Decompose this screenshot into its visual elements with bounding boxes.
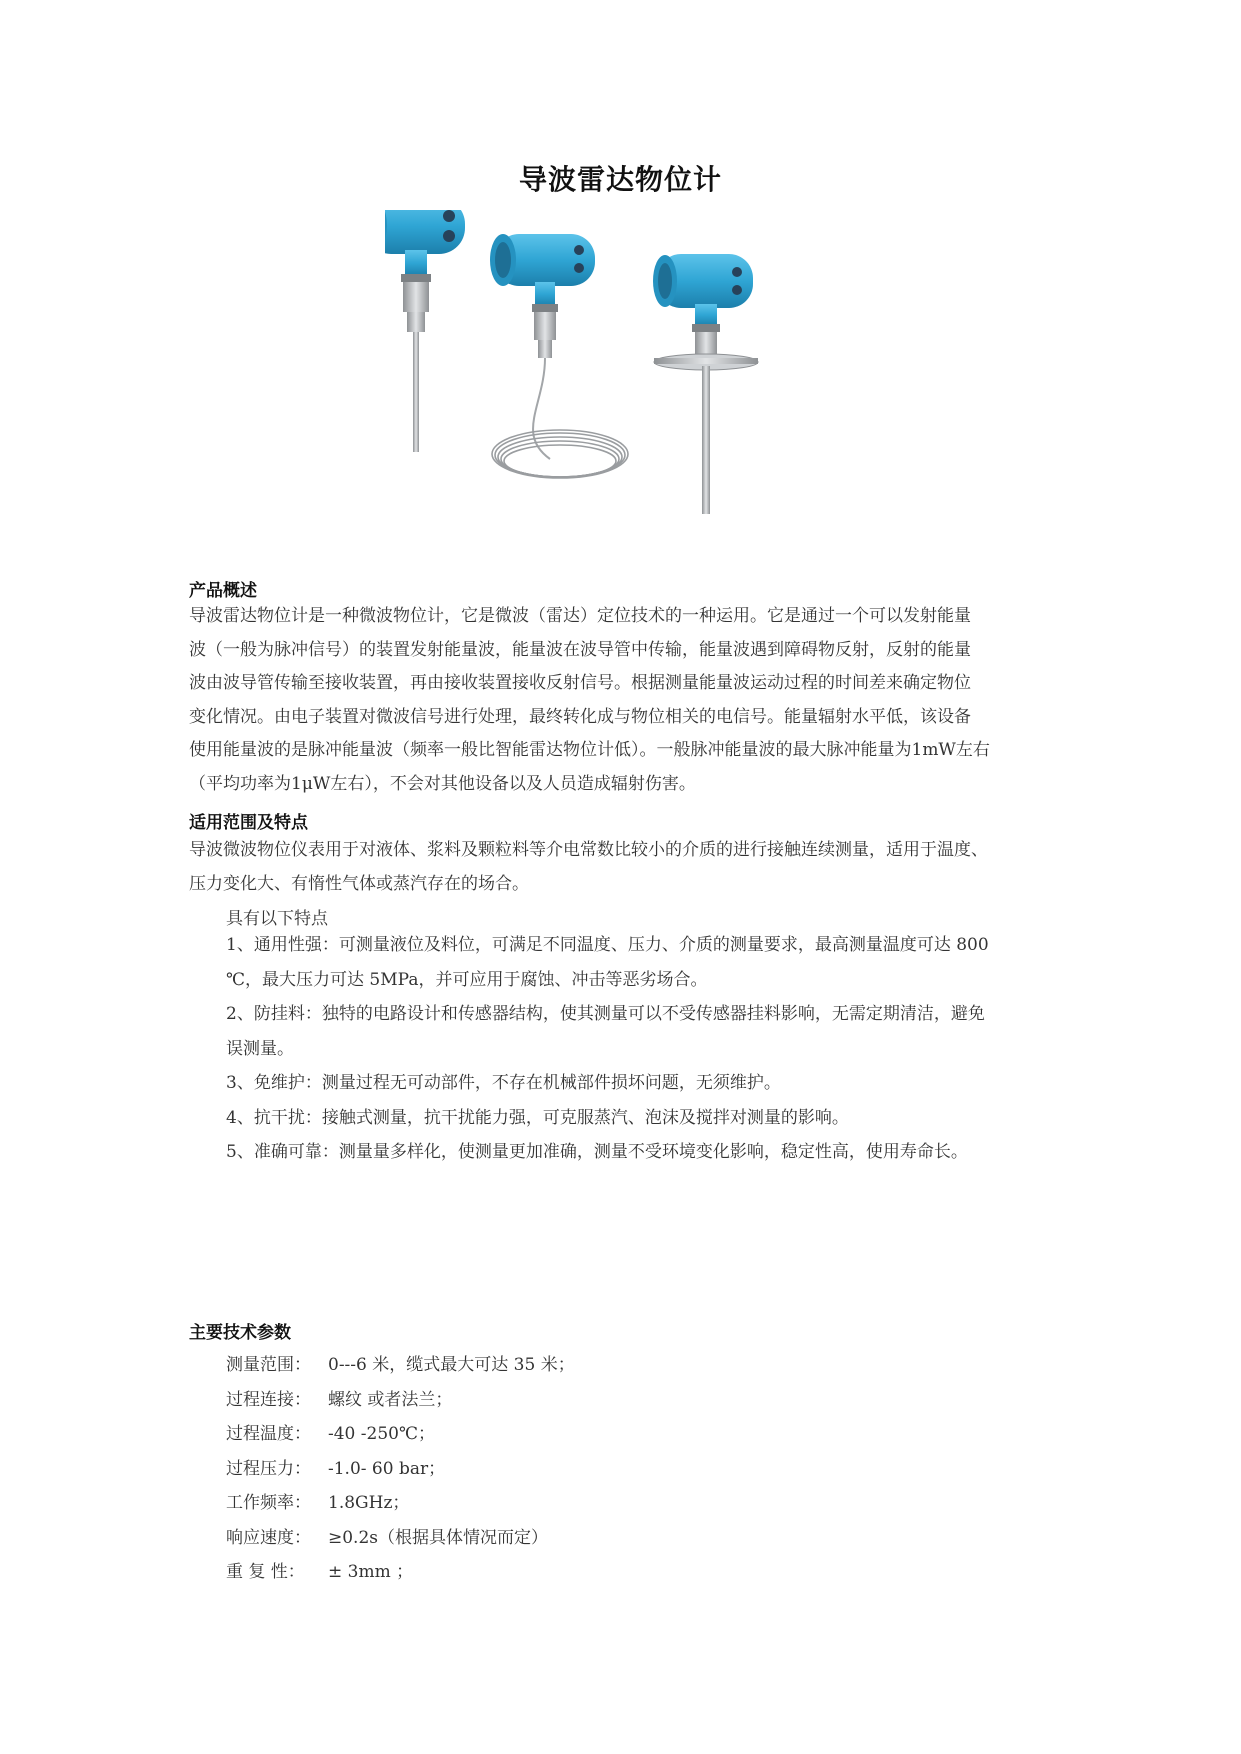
list-item-number: 4、 bbox=[226, 1107, 254, 1128]
list-item bbox=[226, 1135, 1061, 1170]
param-value: 0---6 米，缆式最大可达 35 米； bbox=[328, 1355, 575, 1375]
list-item-number: 5、 bbox=[226, 1142, 254, 1162]
list-item-continuation bbox=[226, 1032, 1061, 1067]
overview-line: 波（一般为脉冲信号）的装置发射能量波，能量波在波导管中传输，能量波遇到障碍物反射，反射的能量 bbox=[189, 639, 971, 660]
scope-line: 压力变化大、有惰性气体或蒸汽存在的场合。 bbox=[189, 873, 529, 894]
product-image bbox=[385, 210, 855, 570]
param-key: 过程压力： bbox=[226, 1458, 311, 1479]
param-value: ≥0.2s（根据具体情况而定） bbox=[328, 1527, 549, 1548]
params-heading: 主要技术参数 bbox=[189, 1323, 291, 1343]
overview-heading: 产品概述 bbox=[189, 581, 257, 601]
overview-line: （平均功率为1μW左右），不会对其他设备以及人员造成辐射伤害。 bbox=[189, 773, 696, 794]
list-item-text: ℃，最大压力可达 5MPa，并可应用于腐蚀、冲击等恶劣场合。 bbox=[226, 969, 708, 990]
param-key: 工作频率： bbox=[226, 1493, 311, 1513]
overview-line: 使用能量波的是脉冲能量波（频率一般比智能雷达物位计低）。一般脉冲能量波的最大脉冲能量为1mW左右 bbox=[189, 740, 990, 760]
param-key: 响应速度： bbox=[226, 1527, 311, 1548]
param-row bbox=[226, 1555, 575, 1590]
param-key: 过程连接： bbox=[226, 1389, 311, 1410]
param-key: 过程温度： bbox=[226, 1424, 311, 1444]
list-item-number: 1、 bbox=[226, 935, 254, 955]
overview-line: 变化情况。由电子装置对微波信号进行处理，最终转化成与物位相关的电信号。能量辐射水平低，该设备 bbox=[189, 706, 971, 727]
page-title: 导波雷达物位计 bbox=[518, 163, 722, 196]
list-item-continuation bbox=[226, 963, 1061, 998]
list-item-number: 3、 bbox=[226, 1073, 254, 1093]
param-row bbox=[226, 1452, 575, 1487]
overview-paragraph bbox=[189, 600, 1059, 801]
list-item-text: 准确可靠：测量量多样化，使测量更加准确，测量不受环境变化影响，稳定性高，使用寿命长。 bbox=[253, 1142, 968, 1162]
param-key: 测量范围： bbox=[226, 1355, 311, 1375]
list-item bbox=[226, 997, 1061, 1032]
list-item-text: 误测量。 bbox=[226, 1038, 294, 1059]
param-value: -40 -250℃； bbox=[328, 1424, 435, 1444]
overview-line: 导波雷达物位计是一种微波物位计，它是微波（雷达）定位技术的一种运用。它是通过一个可以发射能量 bbox=[189, 606, 971, 626]
device-cable bbox=[490, 234, 628, 478]
param-row bbox=[226, 1486, 575, 1521]
list-item-text: 抗干扰：接触式测量，抗干扰能力强，可克服蒸汽、泡沫及搅拌对测量的影响。 bbox=[253, 1107, 849, 1128]
list-item-text: 通用性强：可测量液位及料位，可满足不同温度、压力、介质的测量要求，最高测量温度可达 800 bbox=[253, 935, 989, 955]
param-row bbox=[226, 1348, 575, 1383]
param-row bbox=[226, 1521, 575, 1556]
params-list bbox=[226, 1348, 575, 1590]
list-item bbox=[226, 1101, 1061, 1136]
scope-line: 导波微波物位仪表用于对液体、浆料及颗粒料等介电常数比较小的介质的进行接触连续测量，适用于温度、 bbox=[189, 840, 988, 860]
scope-heading: 适用范围及特点 bbox=[189, 813, 308, 833]
param-row bbox=[226, 1417, 575, 1452]
list-item bbox=[226, 1066, 1061, 1101]
device-rod-threaded bbox=[385, 210, 465, 452]
param-value: 1.8GHz； bbox=[328, 1493, 410, 1513]
param-row bbox=[226, 1383, 575, 1418]
param-value: -1.0- 60 bar； bbox=[328, 1458, 446, 1479]
scope-paragraph bbox=[189, 834, 1059, 901]
overview-line: 波由波导管传输至接收装置，再由接收装置接收反射信号。根据测量能量波运动过程的时间差来确定物位 bbox=[189, 673, 971, 693]
list-item-text: 免维护：测量过程无可动部件，不存在机械部件损坏问题，无须维护。 bbox=[253, 1073, 781, 1093]
list-item-number: 2、 bbox=[226, 1004, 254, 1024]
device-rod-flange bbox=[653, 254, 758, 514]
list-item-text: 防挂料：独特的电路设计和传感器结构，使其测量可以不受传感器挂料影响，无需定期清洁，避免 bbox=[253, 1004, 985, 1024]
param-key: 重 复 性： bbox=[226, 1562, 305, 1582]
param-value: 螺纹 或者法兰； bbox=[328, 1389, 453, 1410]
features-list bbox=[226, 928, 1061, 1170]
features-intro: 具有以下特点 bbox=[226, 909, 328, 929]
param-value: ± 3mm ； bbox=[328, 1562, 414, 1582]
list-item bbox=[226, 928, 1061, 963]
